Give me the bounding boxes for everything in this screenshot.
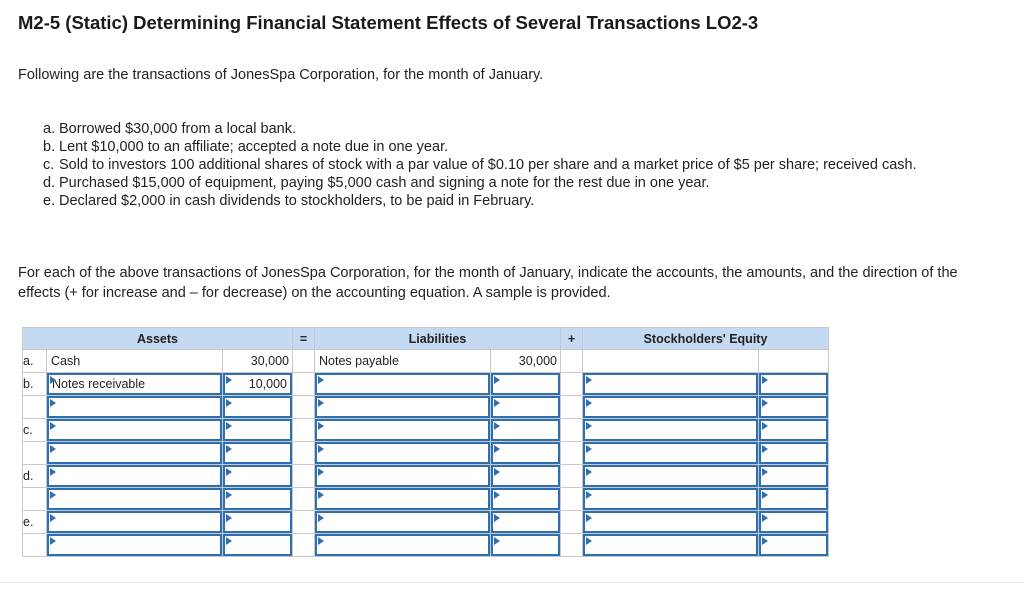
asset-account-field[interactable] xyxy=(47,488,222,510)
equity-amount-field-cell xyxy=(759,488,829,511)
operator-spacer xyxy=(561,442,583,465)
liability-account-field: Notes payable xyxy=(319,354,399,368)
liability-amount-field-cell xyxy=(491,534,561,557)
equity-account-field[interactable] xyxy=(583,488,758,510)
equity-amount-field-cell xyxy=(759,511,829,534)
table-row xyxy=(23,534,829,557)
liability-account-field[interactable] xyxy=(315,534,490,556)
operator-spacer xyxy=(561,419,583,442)
asset-account-field[interactable] xyxy=(47,511,222,533)
transaction-text: Purchased $15,000 of equipment, paying $5,000 cash and signing a note for the rest due in one year. xyxy=(59,175,710,191)
equity-account-field-cell xyxy=(583,419,759,442)
transaction-item xyxy=(43,138,983,156)
table-row xyxy=(23,465,829,488)
operator-spacer xyxy=(561,396,583,419)
liability-amount-field-cell xyxy=(491,511,561,534)
page-title: M2-5 (Static) Determining Financial Statement Effects of Several Transactions LO2-3 xyxy=(18,12,759,33)
equity-account-field-cell xyxy=(583,373,759,396)
liability-account-field[interactable] xyxy=(315,419,490,441)
equity-account-field-cell xyxy=(583,511,759,534)
equity-amount-field[interactable] xyxy=(759,419,828,441)
operator-spacer xyxy=(293,511,315,534)
transaction-item xyxy=(43,192,983,210)
liability-account-field-cell xyxy=(315,534,491,557)
row-label: d. xyxy=(23,465,47,488)
liability-amount-field[interactable] xyxy=(491,465,560,487)
liability-account-field[interactable] xyxy=(315,373,490,395)
assets-header: Assets xyxy=(23,328,293,350)
asset-account-field-cell xyxy=(47,373,223,396)
equity-amount-field-cell xyxy=(759,350,829,373)
transaction-list xyxy=(43,120,983,210)
table-row xyxy=(23,511,829,534)
table-row xyxy=(23,373,829,396)
asset-amount-field[interactable] xyxy=(223,465,292,487)
equity-amount-field-cell xyxy=(759,396,829,419)
instructions-text: For each of the above transactions of JonesSpa Corporation, for the month of January, indicate the accounts, the amounts, and the direction of the effects (+ for increase and – for decrease) on the accounting equation. A sample is provided. xyxy=(18,265,958,301)
transaction-letter: b. xyxy=(43,139,56,155)
equity-amount-field-cell xyxy=(759,465,829,488)
row-label xyxy=(23,442,47,465)
asset-account-field-cell xyxy=(47,396,223,419)
equity-account-field[interactable] xyxy=(583,373,758,395)
asset-amount-field-cell xyxy=(223,373,293,396)
plus-header: + xyxy=(561,328,583,350)
asset-amount-field[interactable] xyxy=(223,488,292,510)
equity-amount-field-cell xyxy=(759,419,829,442)
transaction-text: Borrowed $30,000 from a local bank. xyxy=(59,121,296,137)
liability-account-field[interactable] xyxy=(315,442,490,464)
asset-amount-field-cell xyxy=(223,511,293,534)
operator-spacer xyxy=(293,350,315,373)
asset-amount-field[interactable]: 10,000 xyxy=(223,373,292,395)
divider xyxy=(0,582,1024,583)
liability-amount-field[interactable] xyxy=(491,511,560,533)
operator-spacer xyxy=(293,373,315,396)
liabilities-header: Liabilities xyxy=(315,328,561,350)
transaction-text: Declared $2,000 in cash dividends to stockholders, to be paid in February. xyxy=(59,193,535,209)
transaction-text: Lent $10,000 to an affiliate; accepted a note due in one year. xyxy=(59,139,449,155)
liability-amount-field-cell xyxy=(491,419,561,442)
row-label xyxy=(23,396,47,419)
liability-account-field-cell xyxy=(315,442,491,465)
operator-spacer xyxy=(561,373,583,396)
liability-account-field-cell xyxy=(315,465,491,488)
table-row xyxy=(23,442,829,465)
transaction-letter: c. xyxy=(43,157,55,173)
asset-account-field-cell xyxy=(47,534,223,557)
asset-amount-field-cell xyxy=(223,396,293,419)
equity-amount-field[interactable] xyxy=(759,465,828,487)
asset-account-field-cell xyxy=(47,419,223,442)
asset-amount-field: 30,000 xyxy=(250,354,289,368)
asset-amount-field[interactable] xyxy=(223,534,292,556)
asset-account-field[interactable] xyxy=(47,465,222,487)
liability-amount-field-cell xyxy=(491,442,561,465)
row-label xyxy=(23,534,47,557)
transaction-letter: d. xyxy=(43,175,56,191)
liability-amount-field[interactable] xyxy=(491,373,560,395)
asset-amount-field-cell xyxy=(223,488,293,511)
equity-account-field[interactable] xyxy=(583,442,758,464)
equity-amount-field[interactable] xyxy=(759,511,828,533)
liability-amount-field-cell xyxy=(491,396,561,419)
liability-account-field-cell xyxy=(315,511,491,534)
row-label: a. xyxy=(23,350,47,373)
operator-spacer xyxy=(293,465,315,488)
operator-spacer xyxy=(293,396,315,419)
equity-amount-field[interactable] xyxy=(759,442,828,464)
equity-account-field[interactable] xyxy=(583,396,758,418)
liability-amount-field-cell xyxy=(491,488,561,511)
asset-account-field[interactable] xyxy=(47,534,222,556)
transaction-item xyxy=(43,120,983,138)
equity-account-field[interactable] xyxy=(583,419,758,441)
asset-account-field[interactable] xyxy=(47,396,222,418)
asset-amount-field[interactable] xyxy=(223,442,292,464)
asset-amount-field-cell xyxy=(223,465,293,488)
liability-account-field[interactable] xyxy=(315,511,490,533)
asset-amount-field-cell xyxy=(223,534,293,557)
asset-account-field-cell xyxy=(47,442,223,465)
operator-spacer xyxy=(561,350,583,373)
asset-amount-field-cell xyxy=(223,442,293,465)
accounting-equation-table xyxy=(22,327,829,557)
liability-account-field[interactable] xyxy=(315,465,490,487)
asset-amount-field[interactable] xyxy=(223,511,292,533)
transaction-item xyxy=(43,156,983,174)
liability-account-field[interactable] xyxy=(315,396,490,418)
asset-account-field-cell xyxy=(47,350,223,373)
transaction-letter: e. xyxy=(43,193,56,209)
asset-account-field-cell xyxy=(47,465,223,488)
equity-amount-field-cell xyxy=(759,534,829,557)
asset-account-field-cell xyxy=(47,488,223,511)
liability-amount-field[interactable] xyxy=(491,396,560,418)
table-header-row xyxy=(23,328,829,350)
operator-spacer xyxy=(293,534,315,557)
asset-amount-field[interactable] xyxy=(223,396,292,418)
liability-account-field-cell xyxy=(315,350,491,373)
equity-account-field[interactable] xyxy=(583,534,758,556)
asset-amount-field-cell xyxy=(223,350,293,373)
equity-account-field-cell xyxy=(583,465,759,488)
operator-spacer xyxy=(561,534,583,557)
equity-account-field-cell xyxy=(583,442,759,465)
table-row xyxy=(23,488,829,511)
equity-account-field-cell xyxy=(583,488,759,511)
liability-amount-field[interactable] xyxy=(491,419,560,441)
equity-amount-field-cell xyxy=(759,442,829,465)
table-row xyxy=(23,350,829,373)
row-label: e. xyxy=(23,511,47,534)
liability-account-field-cell xyxy=(315,419,491,442)
liability-amount-field[interactable] xyxy=(491,534,560,556)
asset-account-field: Cash xyxy=(51,354,81,368)
table-row xyxy=(23,419,829,442)
liability-account-field-cell xyxy=(315,488,491,511)
operator-spacer xyxy=(561,511,583,534)
intro-text: Following are the transactions of JonesSpa Corporation, for the month of January. xyxy=(18,67,544,83)
transaction-text: Sold to investors 100 additional shares of stock with a par value of $0.10 per share and a market price of $5 per share; received cash. xyxy=(59,157,917,173)
row-label: b. xyxy=(23,373,47,396)
liability-amount-field-cell xyxy=(491,350,561,373)
transaction-letter: a. xyxy=(43,121,56,137)
equity-amount-field[interactable] xyxy=(759,488,828,510)
liability-amount-field: 30,000 xyxy=(518,354,557,368)
operator-spacer xyxy=(293,442,315,465)
equity-amount-field[interactable] xyxy=(759,396,828,418)
table-row xyxy=(23,396,829,419)
equity-header: Stockholders' Equity xyxy=(583,328,829,350)
equals-header: = xyxy=(293,328,315,350)
liability-account-field[interactable] xyxy=(315,488,490,510)
operator-spacer xyxy=(293,419,315,442)
equity-account-field-cell xyxy=(583,534,759,557)
asset-account-field-cell xyxy=(47,511,223,534)
asset-amount-field-cell xyxy=(223,419,293,442)
operator-spacer xyxy=(561,488,583,511)
liability-amount-field-cell xyxy=(491,465,561,488)
row-label xyxy=(23,488,47,511)
row-label: c. xyxy=(23,419,47,442)
equity-account-field-cell xyxy=(583,396,759,419)
equity-amount-field-cell xyxy=(759,373,829,396)
asset-account-field[interactable] xyxy=(47,419,222,441)
equity-account-field-cell xyxy=(583,350,759,373)
operator-spacer xyxy=(293,488,315,511)
liability-amount-field[interactable] xyxy=(491,442,560,464)
asset-account-field[interactable]: Notes receivable xyxy=(47,373,222,395)
asset-account-field[interactable] xyxy=(47,442,222,464)
liability-amount-field-cell xyxy=(491,373,561,396)
equity-amount-field[interactable] xyxy=(759,534,828,556)
equity-account-field[interactable] xyxy=(583,511,758,533)
liability-account-field-cell xyxy=(315,373,491,396)
equity-account-field[interactable] xyxy=(583,465,758,487)
equity-amount-field[interactable] xyxy=(759,373,828,395)
asset-amount-field[interactable] xyxy=(223,419,292,441)
liability-account-field-cell xyxy=(315,396,491,419)
operator-spacer xyxy=(561,465,583,488)
transaction-item xyxy=(43,174,983,192)
liability-amount-field[interactable] xyxy=(491,488,560,510)
